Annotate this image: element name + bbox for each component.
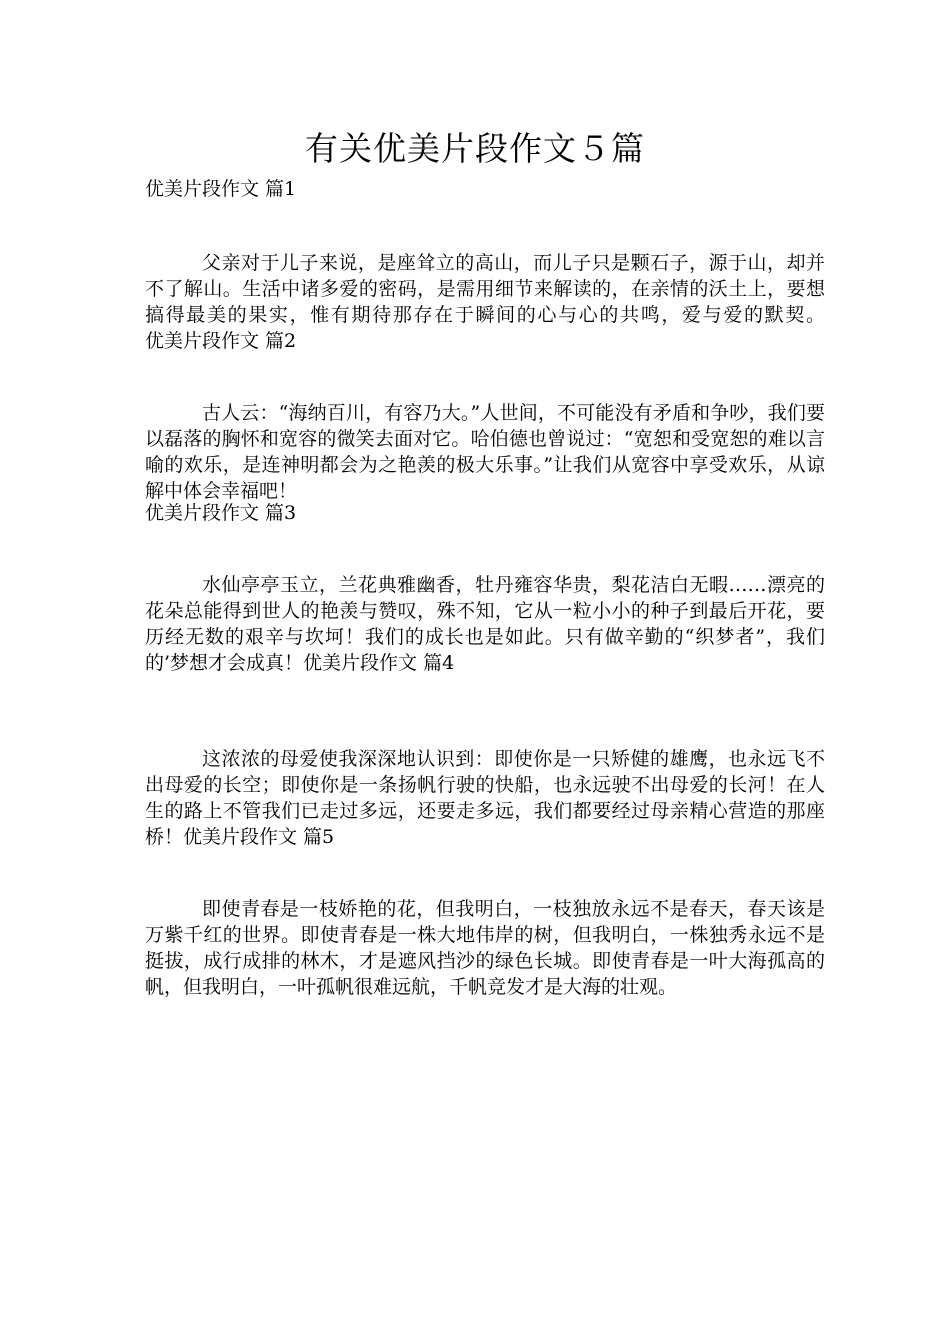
section-heading-2: 优美片段作文 篇2 [145,330,297,352]
paragraph-text: 即使青春是一枝娇艳的花，但我明白，一枝独放永远不是春天，春天该是万紫千红的世界。即使青春是一株大地伟岸的树，但我明白，一株独秀永远不是挺拔，成行成排的林木，才是遮风挡沙的绿色长城。即使青春是一叶大海孤高的帆，但我明白，一叶孤帆很难远航，千帆竞发才是大海的壮观。 [145,898,825,998]
essay-paragraph-2 [145,400,825,504]
section-heading-1: 优美片段作文 篇1 [145,178,297,200]
section-heading-3: 优美片段作文 篇3 [145,502,297,524]
section-heading-4: 优美片段作文 篇4 [303,652,455,674]
paragraph-text: 古人云：“海纳百川，有容乃大。”人世间，不可能没有矛盾和争吵，我们要以磊落的胸怀和宽容的微笑去面对它。哈伯德也曾说过：“宽恕和受宽恕的难以言喻的欢乐，是连神明都会为之艳羡的极大乐事。”让我们从宽容中享受欢乐，从谅解中体会幸福吧！ [145,402,825,502]
section-heading-5: 优美片段作文 篇5 [183,826,335,848]
essay-paragraph-3 [145,572,825,676]
paragraph-text: 水仙亭亭玉立，兰花典雅幽香，牡丹雍容华贵，梨花洁白无暇……漂亮的花朵总能得到世人的艳羡与赞叹，殊不知，它从一粒小小的种子到最后开花，要历经无数的艰辛与坎坷！我们的成长也是如此。只有做辛勤的“织梦者”，我们的’梦想才会成真！ [145,574,825,674]
essay-paragraph-1 [145,250,825,354]
essay-paragraph-4 [145,746,825,850]
document-title: 有关优美片段作文５篇 [305,129,645,168]
essay-paragraph-5 [145,896,825,1000]
paragraph-text: 这浓浓的母爱使我深深地认识到：即使你是一只矫健的雄鹰，也永远飞不出母爱的长空；即使你是一条扬帆行驶的快船，也永远驶不出母爱的长河！在人生的路上不管我们已走过多远，还要走多远，我们都要经过母亲精心营造的那座桥！ [145,748,825,848]
paragraph-text: 父亲对于儿子来说，是座耸立的高山，而儿子只是颗石子，源于山，却并不了解山。生活中诸多爱的密码，是需用细节来解读的，在亲情的沃土上，要想搞得最美的果实，惟有期待那存在于瞬间的心与心的共鸣，爱与爱的默契。 [145,252,825,326]
